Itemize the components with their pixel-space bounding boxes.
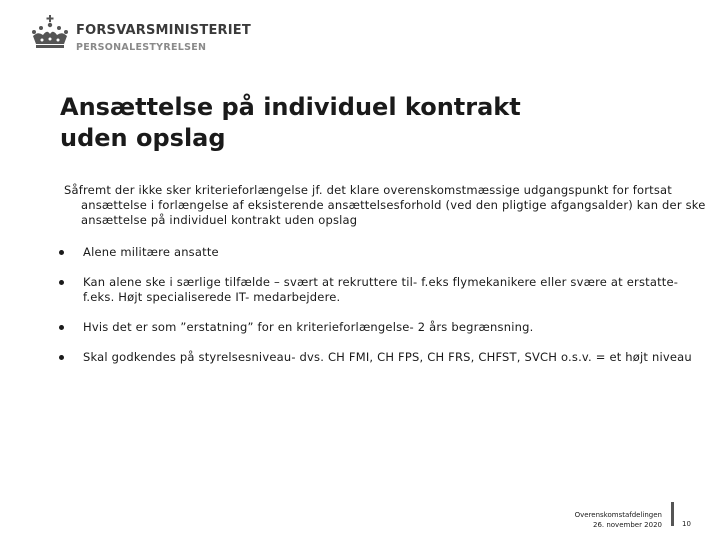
bullet-icon xyxy=(59,355,64,360)
list-item xyxy=(58,275,708,305)
list-item xyxy=(58,350,708,365)
bullet-text: Alene militære ansatte xyxy=(83,245,219,259)
slide-title xyxy=(60,92,660,154)
footer-divider xyxy=(671,502,674,526)
page-number: 10 xyxy=(682,520,691,528)
list-item xyxy=(58,320,708,335)
bullet-icon xyxy=(59,250,64,255)
intro-paragraph: Såfremt der ikke sker kriterieforlængelse jf. det klare overenskomstmæssige udgangspunkt for fortsat ansættelse i forlængelse af eksisterende ansættelsesforhold (ved den pligtige afgangsalder) kan der ske ansættelse på individuel kontrakt uden opslag xyxy=(64,183,706,227)
list-item xyxy=(58,245,708,260)
bullet-list xyxy=(58,245,708,380)
logo-subtitle: PERSONALESTYRELSEN xyxy=(76,42,207,53)
bullet-icon xyxy=(59,280,64,285)
footer-date: 26. november 2020 xyxy=(592,521,662,529)
bullet-icon xyxy=(59,325,64,330)
footer-department: Overenskomstafdelingen xyxy=(574,511,662,519)
bullet-text: Skal godkendes på styrelsesniveau- dvs. CH FMI, CH FPS, CH FRS, CHFST, SVCH o.s.v. = et højt niveau xyxy=(83,350,692,364)
crown-icon xyxy=(30,15,70,51)
slide-title-line1: Ansættelse på individuel kontrakt xyxy=(60,93,521,121)
footer-info xyxy=(575,510,662,530)
slide-title-line2: uden opslag xyxy=(60,124,226,152)
bullet-text: Kan alene ske i særlige tilfælde – svært at rekruttere til- f.eks flymekanikere eller svære at erstatte- f.eks. Højt specialiserede IT- medarbejdere. xyxy=(83,275,679,304)
logo xyxy=(30,15,250,55)
bullet-text: Hvis det er som ”erstatning” for en kriterieforlængelse- 2 års begrænsning. xyxy=(83,320,534,334)
logo-title: FORSVARSMINISTERIET xyxy=(76,23,251,38)
